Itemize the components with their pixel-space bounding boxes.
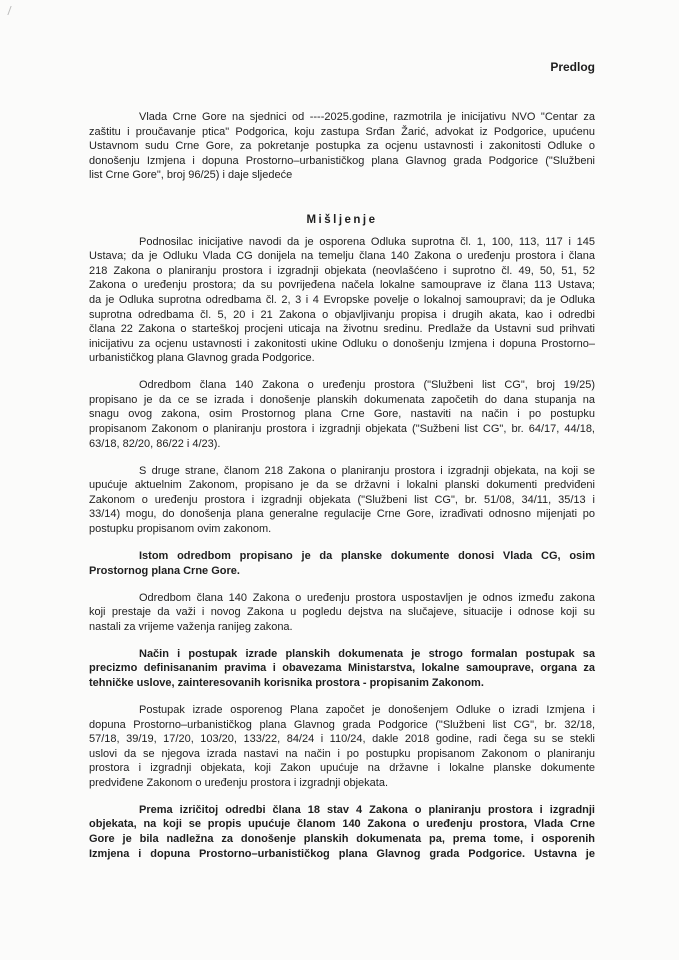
text-line: list Crne Gore", broj 96/25) i daje sljedeće xyxy=(89,169,293,182)
paragraph xyxy=(89,803,595,861)
text-line: objekata, na koji se propis upućuje članom 140 Zakona o uređenju prostora, Vlada Crne xyxy=(89,818,595,831)
paragraph xyxy=(89,703,595,791)
text-line: Podnosilac inicijative navodi da je osporena Odluka suprotna čl. 1, 100, 113, 117 i 145 xyxy=(139,235,595,248)
text-line: S druge strane, članom 218 Zakona o planiranju prostora i izgradnji objekata, na koji se xyxy=(139,464,595,477)
text-line: precizmo definisananim pravima i obavezama Ministarstva, lokalne samouprave, organa za xyxy=(89,662,595,675)
paragraph xyxy=(89,235,595,366)
scan-mark xyxy=(7,6,16,15)
paragraph xyxy=(89,549,595,578)
paragraph xyxy=(89,647,595,691)
text-line: donošenju Izmjena i dopuna Prostorno–urbanističkog plana Glavnog grada Podgorice ("Službeni xyxy=(89,154,595,167)
text-line: Gore je bila nadležna za donošenje planskih dokumenata pa, prema tome, i osporenih xyxy=(89,833,595,846)
text-line: tehničke uslove, zainteresovanih korisnika prostora - propisanim Zakonom. xyxy=(89,676,484,689)
text-line: dopuna Prostorno–urbanističkog plana Glavnog grada Podgorice ("Službeni list CG", br. 32/18, xyxy=(89,718,595,731)
paragraph xyxy=(89,591,595,635)
text-line: predviđene Zakonom o uređenju prostora i izgradnji objekata. xyxy=(89,776,389,789)
text-line: Vlada Crne Gore na sjednici od ----2025.godine, razmotrila je inicijativu NVO "Centar za xyxy=(139,111,595,123)
paragraphs xyxy=(89,235,595,862)
text-line: Način i postupak izrade planskih dokumenata je strogo formalan postupak sa xyxy=(139,647,595,660)
text-line: zaštitu i proučavanje ptica" Podgorica, koju zastupa Srđan Žarić, advokat iz Podgorice, upućenu xyxy=(89,125,595,138)
paragraph xyxy=(89,464,595,537)
text-line: 33/14) mogu, do donošenja plana generalne regulacije Crne Gore, izrađivati odnosno mijenjati po xyxy=(89,508,595,521)
text-line: Prema izričitoj odredbi člana 18 stav 4 Zakona o planiranju prostora i izgradnji xyxy=(139,803,595,816)
text-line: postupku propisanom ovim zakonom. xyxy=(89,523,272,536)
text-line: 63/18, 82/20, 86/22 i 4/23). xyxy=(89,437,221,450)
text-line: 57/18, 39/19, 17/20, 103/20, 133/22, 84/24 i 110/24, dakle 2018 godine, radi čega su se stekli xyxy=(89,733,595,746)
text-line: propisano je da ce se izrada i donošenje planskih dokumenata započetih do dana stupanja na xyxy=(89,393,595,406)
text-line: Zakonom o uređenju prostora i izgradnji objekata ("Službeni list CG", br. 51/08, 34/11, 35/13 i xyxy=(89,493,595,506)
text-line: da je Odluka suprotna odredbama čl. 2, 3 i 4 Evropske povelje o lokalnoj samoupravi; da je Odluka xyxy=(89,293,595,306)
text-line: Izmjena i dopuna Prostorno–urbanističkog plana Glavnog grada Podgorice. Ustavna je xyxy=(89,847,595,860)
text-line: Odredbom člana 140 Zakona o uređenju prostora ("Službeni list CG", broj 19/25) xyxy=(139,379,595,392)
text-line: nastali za vrijeme važenja ranijeg zakona. xyxy=(89,620,293,633)
text-line: propisanom Zakonom o planiranju prostora i izgradnji objekata ("Sužbeni list CG", br. 64/17, 44/18, xyxy=(89,423,595,436)
text-line: 218 Zakona o planiranju prostora i izgradnji objekata (neovlašćeno i suprotno čl. 49, 50, 51, 52 xyxy=(89,264,595,277)
text-line: upućuje aktuelnim Zakonom, propisano je da se državni i lokalni planski dokumenti predviđeni xyxy=(89,479,595,492)
text-line: suprotna odredbama čl. 5, 20 i 21 Zakona o objavljivanju propisa i drugih akata, kao i odredbi xyxy=(89,308,595,321)
text-line: uslovi da se njegova izrada nastavi na način i po postupku propisanom Zakonom o planiranju xyxy=(89,747,595,760)
text-line: Odredbom člana 140 Zakona o uređenju prostora uspostavljen je odnos između zakona xyxy=(139,591,595,604)
text-line: prostora i izgradnji objekata, koji Zakon upućuje na državne i lokalne planske dokumente xyxy=(89,762,595,775)
text-line: inicijativu za ocjenu ustavnosti i zakonitosti ukine Odluku o donošenju Izmjena i dopuna Prostorno– xyxy=(89,337,595,350)
document-status-label: Predlog xyxy=(550,60,595,74)
section-heading: Mišljenje xyxy=(306,213,378,226)
text-line: Ustavnom sudu Crne Gore, za pokretanje postupka za ocjenu ustavnosti i zakonitosti Odluke o xyxy=(89,140,595,153)
text-line: koji prestaje da važi i novog Zakona u pogledu dejstva na slučajeve, situacije i odnose koji su xyxy=(89,606,595,619)
text-line: Ustava; da je Odluku Vlada CG donijela na temelju člana 140 Zakona o uređenju prostora i člana xyxy=(89,250,595,263)
intro-paragraph xyxy=(89,110,595,183)
text-line: člana 22 Zakona o starteškoj procjeni uticaja na životnu sredinu. Predlaže da Ustavni sud prihvati xyxy=(89,323,595,336)
text-line: Istom odredbom propisano je da planske dokumente donosi Vlada CG, osim xyxy=(139,550,595,563)
document-body xyxy=(89,110,595,874)
text-line: Zakona o uređenju prostora; da su povrijeđena načela lokalne samouprave iz člana 113 Ustava; xyxy=(89,279,595,292)
text-line: Prostornog plana Crne Gore. xyxy=(89,564,240,577)
text-line: Postupak izrade osporenog Plana započet je donošenjem Odluke o izradi Izmjena i xyxy=(139,703,595,716)
text-line: snagu ovog zakona, osim Prostornog plana Crne Gore, nastaviti na način i po postupku xyxy=(89,408,595,421)
text-line: urbanističkog plana Glavnog grada Podgorice. xyxy=(89,352,315,365)
paragraph xyxy=(89,378,595,451)
